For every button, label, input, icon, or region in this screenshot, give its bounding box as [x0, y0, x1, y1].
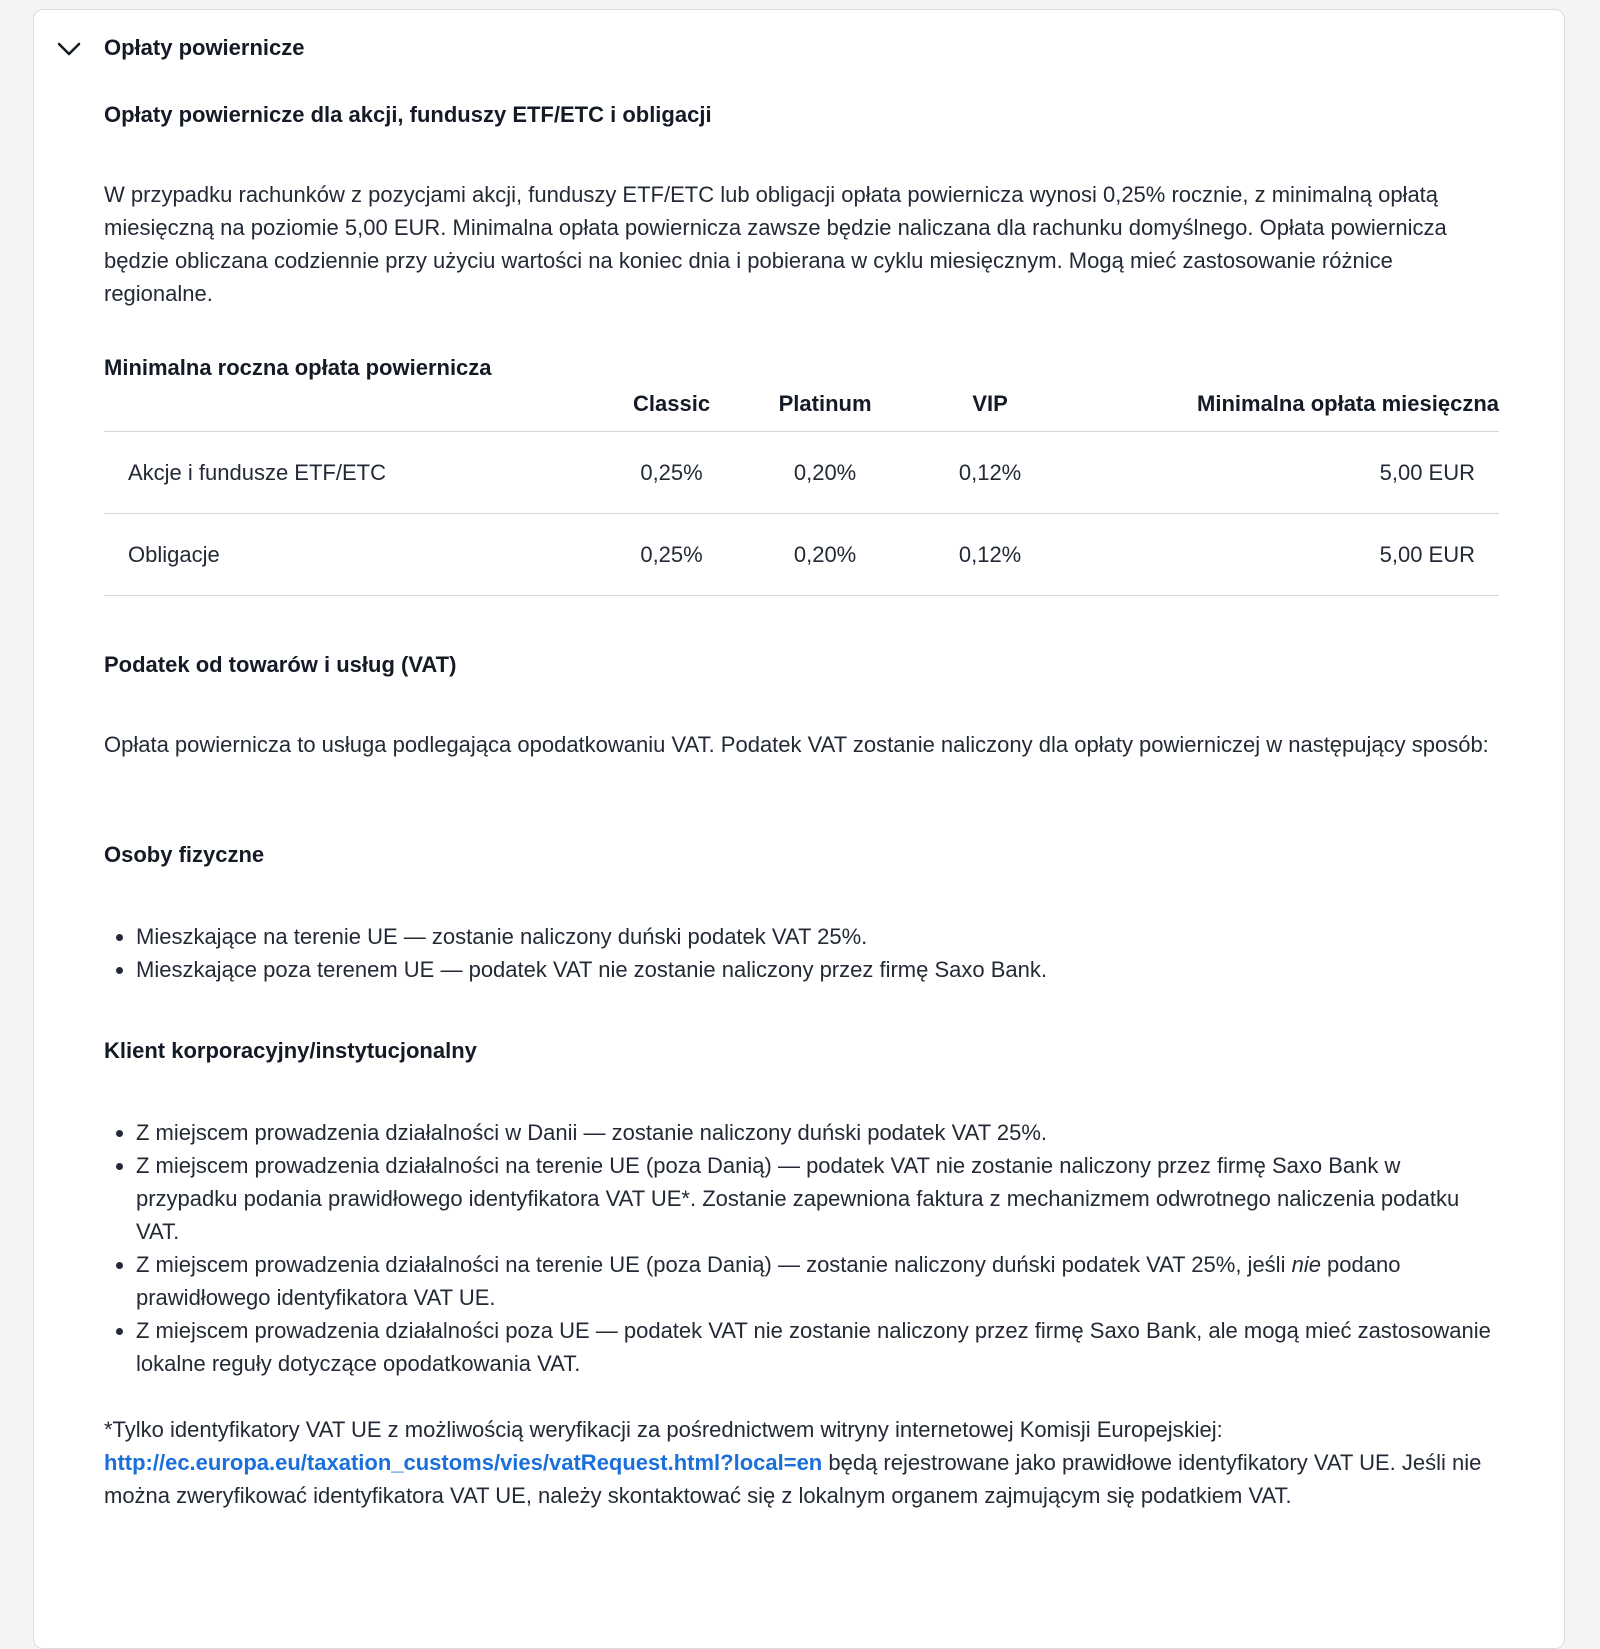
custody-paragraph: W przypadku rachunków z pozycjami akcji, funduszy ETF/ETC lub obligacji opłata powiernicza wynosi 0,25% rocznie, z minimalną opłatą miesięczną na poziomie 5,00 EUR. Minimalna opłata powiernicza zawsze będzie naliczana dla rachunku domyślnego. Opłata powiernicza będzie obliczana codziennie przy użyciu wartości na koniec dnia i pobierana w cyklu miesięcznym. Mogą mieć zastosowanie różnice regionalne.: [104, 182, 1447, 306]
table-cell-name: Obligacje: [104, 514, 633, 596]
custody-heading: Opłaty powiernicze dla akcji, funduszy ETF/ETC i obligacji: [104, 102, 712, 127]
persons-list: [104, 920, 1499, 986]
column-header-vip: VIP: [972, 390, 1008, 416]
table-cell-vip: 0,12%: [940, 514, 1040, 596]
list-item: • Z miejscem prowadzenia działalności poza UE — podatek VAT nie zostanie naliczony przez firmę Saxo Bank, ale mogą mieć zastosowanie lokalne reguły dotyczące opodatkowania VAT.: [136, 1314, 1499, 1380]
table-header-row: [104, 376, 1499, 432]
list-item: • Z miejscem prowadzenia działalności w Danii — zostanie naliczony duński podatek VAT 25%.: [136, 1116, 1499, 1149]
vat-paragraph: Opłata powiernicza to usługa podlegająca opodatkowaniu VAT. Podatek VAT zostanie naliczony dla opłaty powierniczej w następujący sposób:: [104, 732, 1489, 757]
column-header-min-monthly: Minimalna opłata miesięczna: [1197, 390, 1499, 416]
table-cell-min-monthly: 5,00 EUR: [1040, 432, 1499, 514]
column-header-platinum: Platinum: [778, 390, 872, 416]
emphasis-text: nie: [1291, 1252, 1321, 1277]
table-cell-classic: 0,25%: [633, 432, 710, 514]
column-header: [104, 376, 633, 432]
accordion-panel: [33, 9, 1565, 1649]
persons-heading: Osoby fizyczne: [104, 842, 265, 867]
vies-link[interactable]: http://ec.europa.eu/taxation_customs/vies/vatRequest.html?local=en: [104, 1450, 823, 1475]
table-row: [104, 432, 1499, 514]
list-item-text: Z miejscem prowadzenia działalności na terenie UE (poza Danią) — zostanie naliczony duński podatek VAT 25%, jeśli: [136, 1252, 1292, 1277]
table-row: [104, 514, 1499, 596]
list-item: • Z miejscem prowadzenia działalności na terenie UE (poza Danią) — podatek VAT nie zostanie naliczony przez firmę Saxo Bank w przypadku podania prawidłowego identyfikatora VAT UE*. Zostanie zapewniona faktura z mechanizmem odwrotnego naliczenia podatku VAT.: [136, 1149, 1499, 1248]
list-item: [136, 1248, 1499, 1314]
min-fee-table: [104, 376, 1499, 596]
list-item-text: podano prawidłowego identyfikatora VAT UE.: [136, 1252, 1401, 1310]
table-cell-platinum: 0,20%: [710, 514, 940, 596]
corporate-heading: Klient korporacyjny/instytucjonalny: [104, 1038, 477, 1063]
table-cell-vip: 0,12%: [940, 432, 1040, 514]
vat-heading: Podatek od towarów i usług (VAT): [104, 652, 457, 677]
table-cell-name: Akcje i fundusze ETF/ETC: [104, 432, 633, 514]
corporate-list: [104, 1116, 1499, 1380]
table-cell-platinum: 0,20%: [710, 432, 940, 514]
vat-id-note: [104, 1413, 1499, 1512]
table-cell-min-monthly: 5,00 EUR: [1040, 514, 1499, 596]
list-item: • Mieszkające poza terenem UE — podatek VAT nie zostanie naliczony przez firmę Saxo Bank.: [136, 953, 1499, 986]
chevron-down-icon[interactable]: [56, 36, 82, 62]
column-header-classic: Classic: [633, 390, 711, 416]
accordion-title[interactable]: Opłaty powiernicze: [104, 35, 305, 60]
min-fee-heading: Minimalna roczna opłata powiernicza: [104, 355, 492, 380]
note-text: *Tylko identyfikatory VAT UE z możliwością weryfikacji za pośrednictwem witryny internetowej Komisji Europejskiej:: [104, 1417, 1223, 1442]
table-cell-classic: 0,25%: [633, 514, 710, 596]
note-text: będą rejestrowane jako prawidłowe identyfikatory VAT UE. Jeśli nie można zweryfikować identyfikatora VAT UE, należy skontaktować się z lokalnym organem zajmującym się podatkiem VAT.: [104, 1450, 1482, 1508]
accordion-header[interactable]: [34, 10, 1564, 90]
list-item: • Mieszkające na terenie UE — zostanie naliczony duński podatek VAT 25%.: [136, 920, 1499, 953]
